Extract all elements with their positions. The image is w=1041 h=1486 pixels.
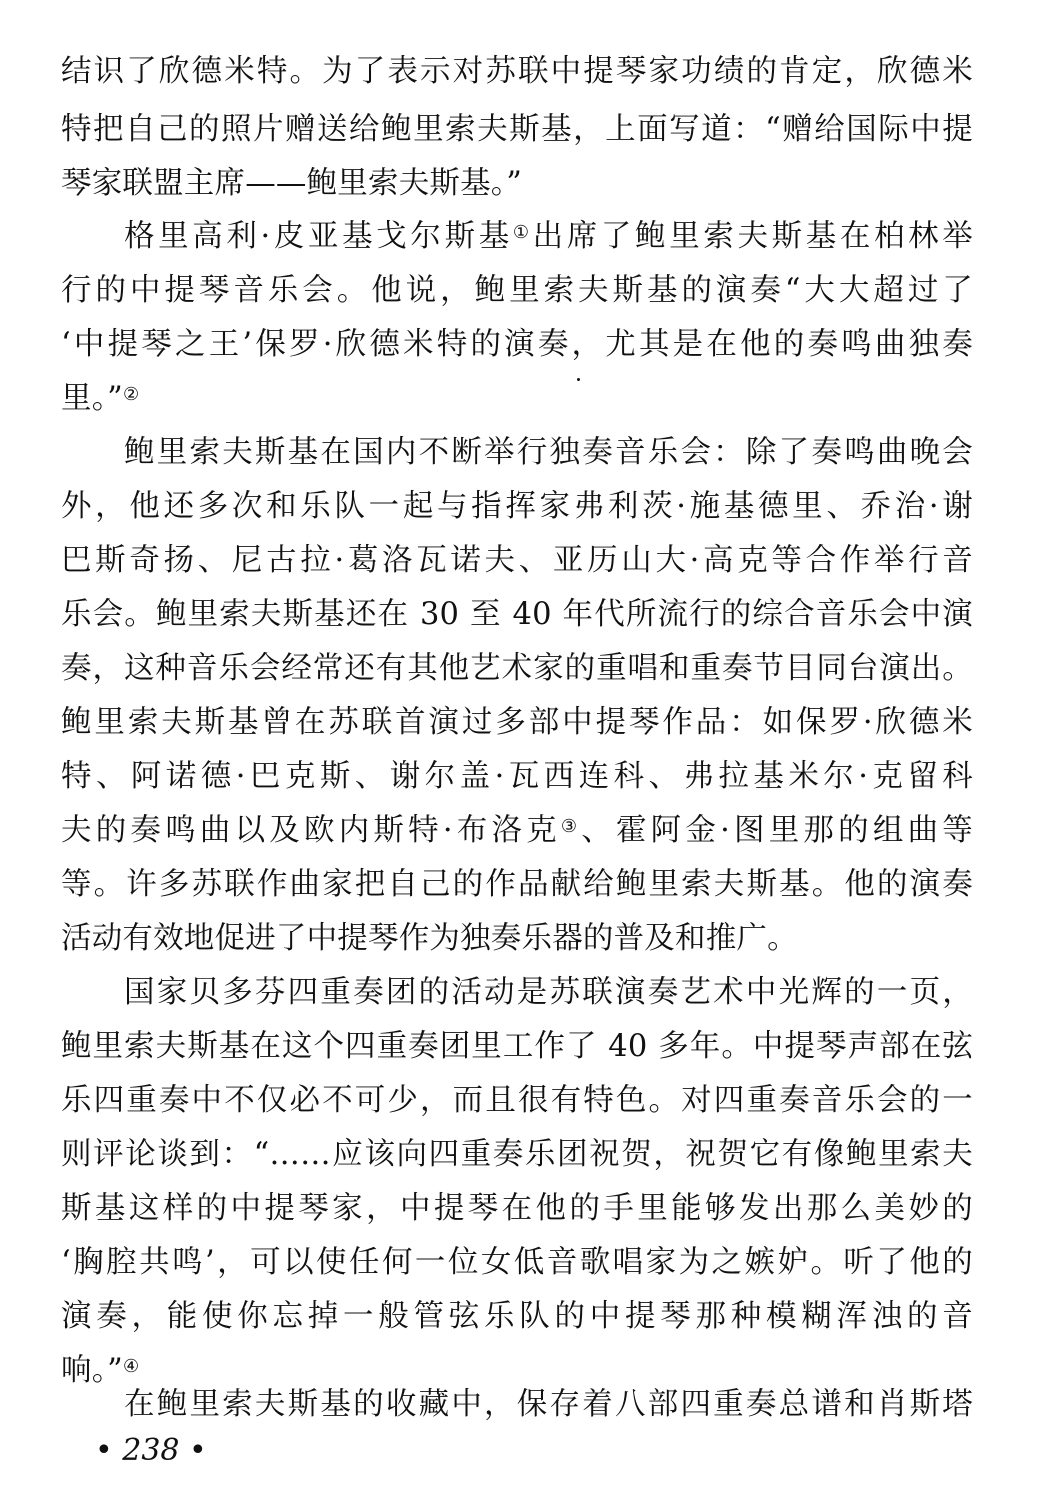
text-line: 特、阿诺德·巴克斯、谢尔盖·瓦西连科、弗拉基米尔·克留科 [61, 759, 973, 794]
text-line: 特把自己的照片赠送给鲍里索夫斯基，上面写道：“赠给国际中提 [61, 112, 973, 147]
footnote-marker: ② [122, 384, 140, 405]
text-segment: 里。” [61, 381, 123, 416]
text-segment: 出席了鲍里索夫斯基在柏林举 [532, 219, 973, 254]
text-line: 结识了欣德米特。为了表示对苏联中提琴家功绩的肯定，欣德米 [61, 54, 973, 89]
text-line: 外，他还多次和乐队一起与指挥家弗利茨·施基德里、乔治·谢 [61, 489, 973, 524]
text-line: 行的中提琴音乐会。他说，鲍里索夫斯基的演奏“大大超过了 [61, 273, 973, 308]
text-line: 乐会。鲍里索夫斯基还在 30 至 40 年代所流行的综合音乐会中演 [61, 597, 973, 632]
text-line: 活动有效地促进了中提琴作为独奏乐器的普及和推广。 [61, 921, 798, 956]
footnote-marker: ③ [560, 816, 582, 837]
text-line [61, 377, 973, 421]
stray-dot [577, 378, 580, 381]
text-segment: 响。” [61, 1353, 123, 1388]
text-line: 在鲍里索夫斯基的收藏中，保存着八部四重奏总谱和肖斯塔 [124, 1387, 973, 1422]
text-line: 奏，这种音乐会经常还有其他艺术家的重唱和重奏节目同台演出。 [61, 651, 973, 686]
text-line: 等。许多苏联作曲家把自己的作品献给鲍里索夫斯基。他的演奏 [61, 867, 973, 902]
footnote-marker: ④ [122, 1356, 140, 1377]
text-line: 国家贝多芬四重奏团的活动是苏联演奏艺术中光辉的一页， [124, 975, 973, 1010]
text-segment: 格里高利·皮亚基戈尔斯基 [124, 219, 513, 254]
text-line: 琴家联盟主席——鲍里索夫斯基。” [61, 166, 523, 201]
text-segment: 、霍阿金·图里那的组曲等 [581, 813, 973, 848]
text-line: 乐四重奏中不仅必不可少，而且很有特色。对四重奏音乐会的一 [61, 1083, 973, 1118]
text-line: 演奏，能使你忘掉一般管弦乐队的中提琴那种模糊浑浊的音 [61, 1299, 973, 1334]
text-line [61, 809, 973, 853]
text-line: ‘中提琴之王’保罗·欣德米特的演奏，尤其是在他的奏鸣曲独奏 [61, 327, 973, 362]
footnote-marker: ① [512, 222, 533, 243]
text-segment: 夫的奏鸣曲以及欧内斯特·布洛克 [61, 813, 561, 848]
text-line: 巴斯奇扬、尼古拉·葛洛瓦诺夫、亚历山大·高克等合作举行音 [61, 543, 973, 578]
text-line: 鲍里索夫斯基在国内不断举行独奏音乐会：除了奏鸣曲晚会 [124, 435, 973, 470]
text-line: ‘胸腔共鸣’，可以使任何一位女低音歌唱家为之嫉妒。听了他的 [61, 1245, 973, 1280]
text-line: 鲍里索夫斯基在这个四重奏团里工作了 40 多年。中提琴声部在弦 [61, 1029, 973, 1064]
page-number: • 238 • [95, 1433, 207, 1468]
text-line: 则评论谈到：“……应该向四重奏乐团祝贺，祝贺它有像鲍里索夫 [61, 1137, 973, 1172]
text-line: 鲍里索夫斯基曾在苏联首演过多部中提琴作品：如保罗·欣德米 [61, 705, 973, 740]
text-line: 斯基这样的中提琴家，中提琴在他的手里能够发出那么美妙的 [61, 1191, 973, 1226]
text-line [124, 215, 973, 259]
